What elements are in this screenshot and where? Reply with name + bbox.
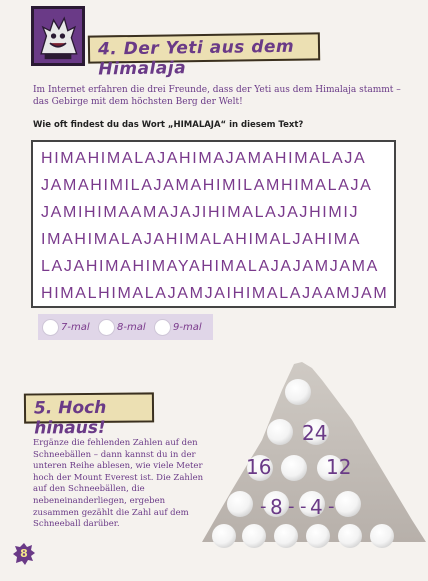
option-circle[interactable] bbox=[154, 319, 171, 336]
yeti-logo-icon bbox=[31, 6, 85, 66]
snowball[interactable] bbox=[212, 524, 236, 548]
section4-question: Wie oft findest du das Wort „HIMALAJA“ in diesem Text? bbox=[33, 120, 304, 130]
option-label: 7-mal bbox=[61, 321, 90, 333]
grid-row-2: JAMAHIMILAJAMAHIMILAMHIMALAJA bbox=[41, 177, 373, 194]
letter-grid bbox=[31, 140, 396, 308]
snowball[interactable] bbox=[285, 379, 311, 405]
snowball[interactable] bbox=[227, 491, 253, 517]
section5-title bbox=[24, 392, 154, 439]
grid-row-1: HIMAHIMALAJAHIMAJAMAHIMALAJA bbox=[41, 150, 367, 167]
number-12: 12 bbox=[326, 455, 352, 479]
dash: - bbox=[300, 496, 307, 517]
dash: - bbox=[260, 496, 267, 517]
snowball-mountain bbox=[202, 360, 428, 560]
snowball[interactable] bbox=[306, 524, 330, 548]
page-number-badge bbox=[12, 542, 36, 566]
option-circle[interactable] bbox=[98, 319, 115, 336]
number-24: 24 bbox=[302, 421, 328, 445]
number-4: 4 bbox=[310, 495, 323, 519]
snowball[interactable] bbox=[335, 491, 361, 517]
snowball[interactable] bbox=[267, 419, 293, 445]
snowball[interactable] bbox=[338, 524, 362, 548]
option-circle[interactable] bbox=[42, 319, 59, 336]
dash: - bbox=[328, 496, 335, 517]
number-16: 16 bbox=[246, 455, 272, 479]
dash: - bbox=[288, 496, 295, 517]
option-7-mal[interactable] bbox=[42, 318, 90, 336]
grid-row-4: IMAHIMALAJAHIMALAHIMALJAHIMA bbox=[41, 231, 362, 248]
snowball[interactable] bbox=[242, 524, 266, 548]
option-9-mal[interactable] bbox=[154, 318, 202, 336]
number-8: 8 bbox=[270, 495, 283, 519]
section4-title bbox=[88, 32, 320, 80]
option-8-mal[interactable] bbox=[98, 318, 146, 336]
option-label: 8-mal bbox=[117, 321, 146, 333]
grid-row-6: HIMALHIMALAJAMJAIHIMALAJAAMJAM bbox=[41, 285, 389, 302]
page-number: 8 bbox=[20, 547, 28, 560]
section5-title-text: 5. Hoch hinaus! bbox=[33, 397, 107, 439]
snowball[interactable] bbox=[274, 524, 298, 548]
section4-intro: Im Internet erfahren die drei Freunde, dass der Yeti aus dem Himalaja stammt – das Gebirge mit dem höchsten Berg der Welt! bbox=[33, 85, 401, 107]
grid-row-5: LAJAHIMAHIMAYAHIMALAJAJAMJAMA bbox=[41, 258, 379, 275]
snowball[interactable] bbox=[281, 455, 307, 481]
section5-text: Ergänze die fehlenden Zahlen auf den Schneebällen – dann kannst du in der unteren Reihe ablesen, wie viele Meter hoch der Mount Everest ist. Die Zahlen auf den Schneebällen, die nebeneinanderliegen, ergeben zusammen gezählt die Zahl auf dem Schneeball darüber. bbox=[33, 438, 204, 530]
grid-row-3: JAMIHIMAAMAJAJIHIMALAJAJHIMIJ bbox=[41, 204, 360, 221]
answer-options bbox=[38, 314, 213, 340]
section4-title-text: 4. Der Yeti aus dem Himalaja bbox=[97, 36, 295, 80]
option-label: 9-mal bbox=[173, 321, 202, 333]
snowball[interactable] bbox=[370, 524, 394, 548]
